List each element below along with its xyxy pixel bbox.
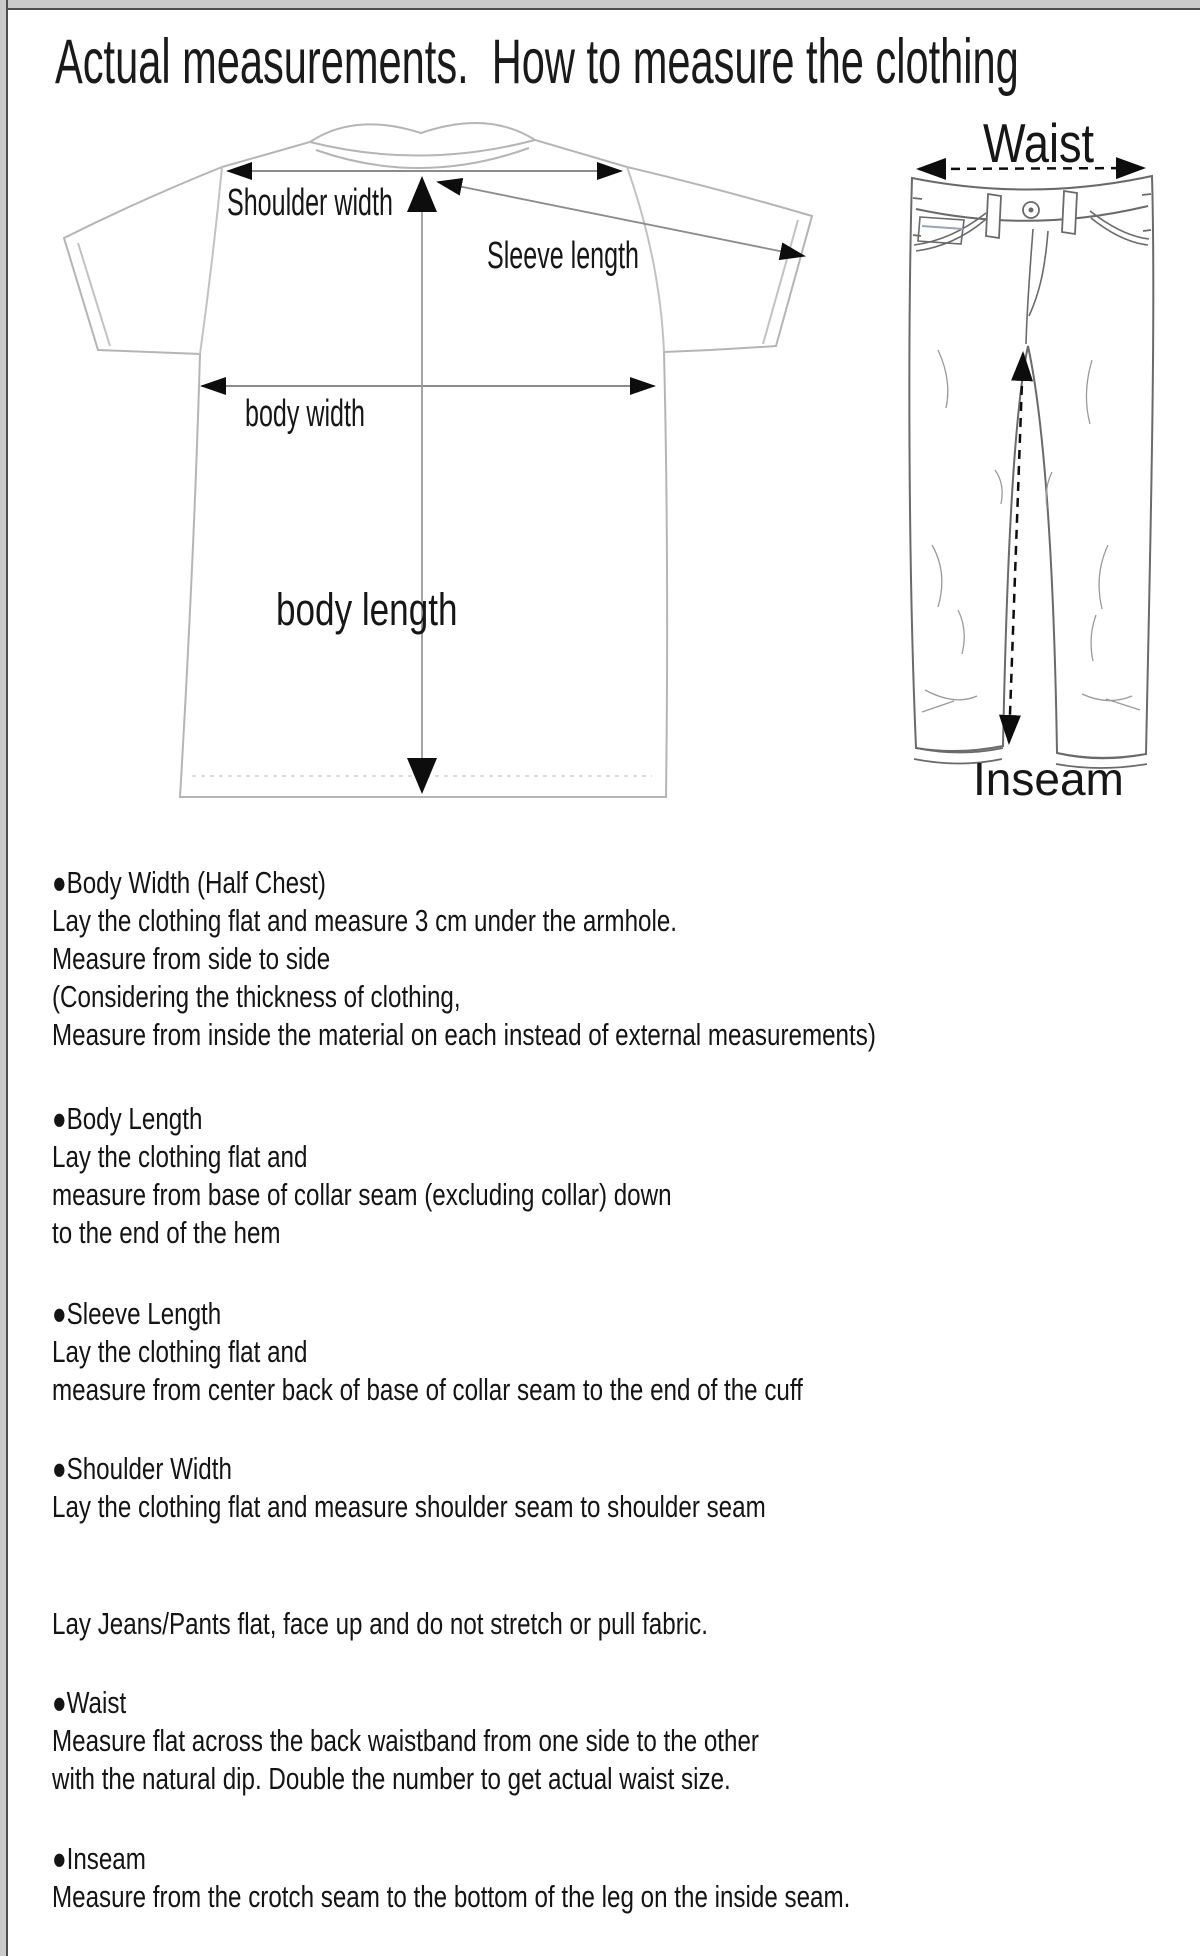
section-line: Measure from side to side — [52, 941, 331, 976]
instruction-section — [52, 1100, 672, 1252]
body-length-label: body length — [276, 584, 458, 635]
jeans-button-center — [1029, 208, 1034, 213]
tshirt-drawing — [64, 123, 812, 797]
tshirt-silhouette — [64, 123, 812, 797]
section-heading: ●Body Length — [52, 1101, 203, 1136]
section-heading: ●Shoulder Width — [52, 1451, 232, 1486]
section-line: Measure from inside the material on each instead of external measurements) — [52, 1017, 876, 1052]
body-width-label: body width — [245, 393, 365, 435]
shoulder-width-label: Shoulder width — [227, 182, 393, 224]
section-line: measure from center back of base of collar seam to the end of the cuff — [52, 1372, 803, 1407]
page-title: Actual measurements. How to measure the clothing — [55, 27, 1019, 97]
instruction-section — [52, 1840, 850, 1916]
jeans-outline — [909, 176, 1153, 758]
jeans-note: Lay Jeans/Pants flat, face up and do not stretch or pull fabric. — [52, 1606, 708, 1641]
instruction-section — [52, 1295, 803, 1409]
section-line: Measure from the crotch seam to the bottom of the leg on the inside seam. — [52, 1879, 851, 1914]
section-heading: ●Inseam — [52, 1841, 146, 1876]
instruction-section — [52, 1684, 759, 1798]
sleeve-length-label: Sleeve length — [487, 235, 639, 277]
section-heading: ●Sleeve Length — [52, 1296, 222, 1331]
instruction-section — [52, 1450, 766, 1526]
inseam-label: Inseam — [973, 753, 1124, 805]
section-line: Lay the clothing flat and — [52, 1334, 308, 1369]
section-line: Lay the clothing flat and — [52, 1139, 308, 1174]
section-line: Lay the clothing flat and measure shoulder seam to shoulder seam — [52, 1489, 766, 1524]
frame-left-line — [6, 0, 8, 1956]
section-line: to the end of the hem — [52, 1215, 281, 1250]
frame-top-line — [0, 8, 1200, 10]
section-line: Measure flat across the back waistband from one side to the other — [52, 1723, 759, 1758]
section-heading: ●Waist — [52, 1685, 127, 1720]
frame-top-band — [0, 0, 1200, 8]
section-line: Lay the clothing flat and measure 3 cm under the armhole. — [52, 903, 678, 938]
section-heading: ●Body Width (Half Chest) — [52, 865, 326, 900]
jeans-drawing — [909, 176, 1153, 768]
section-line: measure from base of collar seam (excluding collar) down — [52, 1177, 672, 1212]
section-line: (Considering the thickness of clothing, — [52, 979, 461, 1014]
waist-label: Waist — [983, 112, 1095, 174]
instruction-section — [52, 864, 876, 1054]
section-line: with the natural dip. Double the number to get actual waist size. — [52, 1761, 731, 1796]
